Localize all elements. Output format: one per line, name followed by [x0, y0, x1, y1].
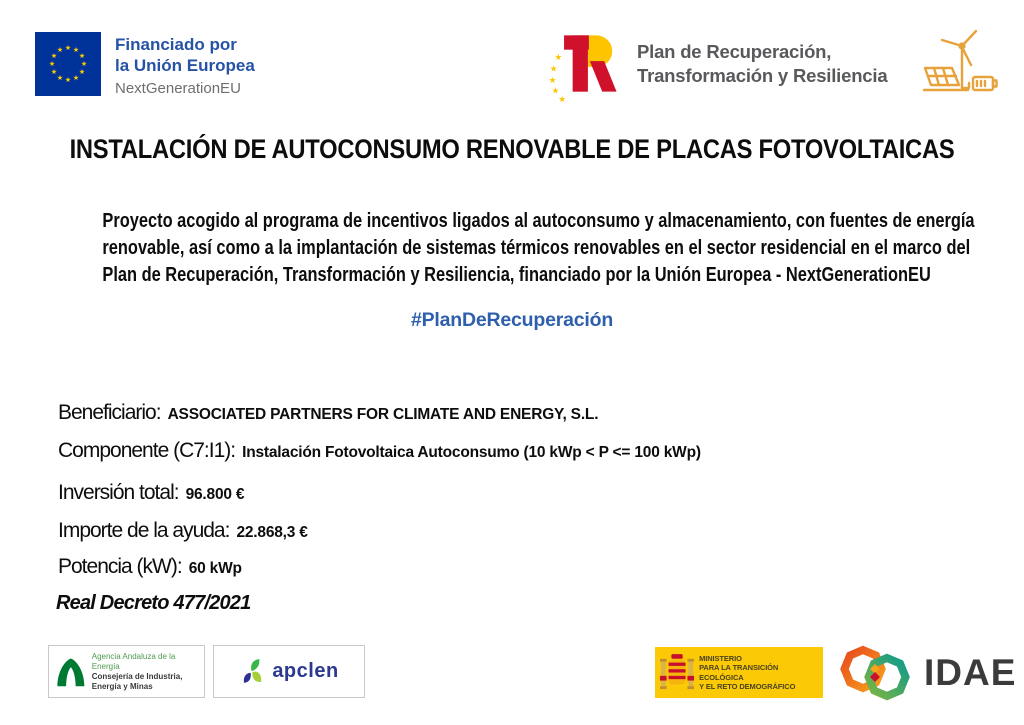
prtr-tr-icon	[543, 22, 629, 106]
svg-text:★: ★	[48, 60, 56, 68]
svg-text:★: ★	[80, 60, 88, 68]
royal-decree-reference: Real Decreto 477/2021	[56, 592, 251, 614]
eu-funding-logo	[35, 32, 255, 97]
agencia-andaluza-logo	[48, 645, 205, 698]
idae-wordmark: IDAE	[924, 652, 1017, 693]
svg-text:★: ★	[72, 46, 80, 54]
prtr-text	[637, 40, 887, 88]
ministerio-logo	[655, 647, 823, 698]
field-value: Instalación Fotovoltaica Autoconsumo (10 kWp < P <= 100 kWp)	[242, 444, 701, 461]
agencia-dept-line2: Energía y Minas	[91, 681, 153, 691]
svg-text:★: ★	[72, 74, 80, 82]
svg-text:★: ★	[50, 68, 58, 76]
svg-text:★: ★	[554, 53, 563, 64]
project-description	[102, 207, 975, 288]
svg-text:★: ★	[56, 46, 64, 54]
svg-text:★: ★	[56, 74, 64, 82]
agencia-dept-line1: Consejería de Industria,	[91, 671, 183, 681]
eu-funded-line2: la Unión Europea	[115, 56, 255, 75]
field-beneficiario	[58, 401, 598, 425]
ministerio-line3: Y EL RETO DEMOGRÁFICO	[699, 682, 796, 691]
ministerio-line1: MINISTERIO	[699, 653, 742, 663]
field-value: 96.800 €	[185, 486, 245, 503]
ministerio-text	[699, 654, 818, 692]
project-description-line1: Proyecto acogido al programa de incentivos ligados al autoconsumo y almacenamiento, con fuentes de energía	[102, 209, 975, 232]
svg-text:★: ★	[78, 68, 86, 76]
ministerio-line2: PARA LA TRANSICIÓN ECOLÓGICA	[699, 663, 779, 682]
svg-text:★: ★	[548, 76, 557, 87]
idae-logo	[834, 642, 1016, 704]
eu-flag-icon	[35, 32, 101, 96]
apclen-leaf-icon	[239, 656, 266, 688]
field-potencia	[58, 555, 242, 579]
svg-text:★: ★	[64, 76, 72, 84]
nextgeneu-label: NextGenerationEU	[115, 80, 241, 97]
field-value: 60 kWp	[188, 560, 242, 577]
recovery-plan-hashtag: #PlanDeRecuperación	[410, 309, 614, 331]
field-value: ASSOCIATED PARTNERS FOR CLIMATE AND ENERGY, S.L.	[167, 406, 599, 423]
field-inversion-total	[58, 481, 244, 505]
agencia-name: Agencia Andaluza de la Energía	[91, 651, 176, 671]
field-label: Potencia (kW):	[58, 555, 182, 578]
project-description-line3: Plan de Recuperación, Transformación y Resiliencia, financiado por la Unión Europea - NextGenerationEU	[102, 263, 931, 286]
renewables-logo	[916, 22, 1002, 104]
svg-text:★: ★	[551, 86, 560, 97]
page-title: INSTALACIÓN DE AUTOCONSUMO RENOVABLE DE PLACAS FOTOVOLTAICAS	[69, 134, 955, 164]
svg-text:★: ★	[50, 52, 58, 60]
field-componente	[58, 439, 701, 463]
svg-text:★: ★	[64, 44, 72, 52]
prtr-line2: Transformación y Resiliencia	[637, 65, 888, 86]
field-label: Inversión total:	[58, 481, 179, 504]
eu-funding-text	[115, 32, 255, 97]
svg-text:★: ★	[549, 64, 558, 75]
field-label: Componente (C7:I1):	[58, 439, 236, 462]
field-importe-ayuda	[58, 519, 308, 543]
idae-octagons-icon	[834, 642, 916, 704]
apclen-wordmark: apclen	[272, 660, 339, 682]
field-label: Beneficiario:	[58, 401, 161, 424]
project-description-line2: renovable, así como a la implantación de sistemas térmicos renovables en el sector residencial en el marco del	[102, 236, 971, 259]
spain-coat-of-arms-icon	[660, 651, 694, 695]
field-value: 22.868,3 €	[236, 524, 308, 541]
prtr-line1: Plan de Recuperación,	[637, 41, 832, 62]
field-label: Importe de la ayuda:	[58, 519, 230, 542]
junta-a-icon	[55, 653, 87, 691]
prtr-logo	[543, 22, 887, 106]
eu-funded-line1: Financiado por	[115, 35, 237, 54]
renewables-icon	[916, 22, 1002, 104]
apclen-logo	[213, 645, 365, 698]
svg-text:★: ★	[558, 95, 567, 106]
svg-text:★: ★	[78, 52, 86, 60]
agencia-text	[92, 652, 198, 692]
